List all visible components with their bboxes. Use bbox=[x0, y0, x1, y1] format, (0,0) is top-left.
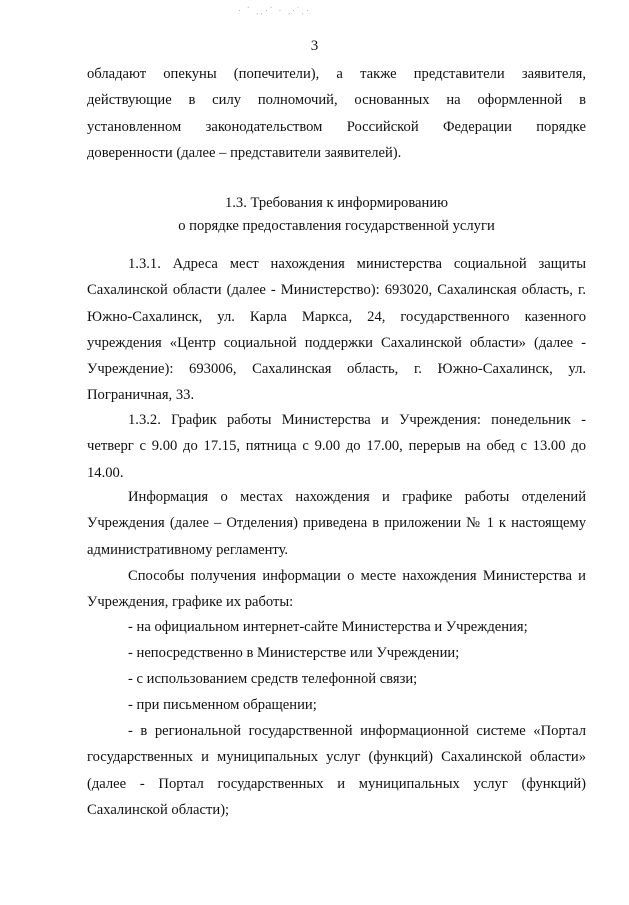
method-item: - при письменном обращении; bbox=[128, 697, 317, 713]
paragraph-1-3-1: 1.3.1. Адреса мест нахождения министерства социальной защиты Сахалинской области (далее - Министерство): 693020, Сахалинская область, г. Южно-Сахалинск, ул. Карла Маркса, 24, государственного казенного учреждения «Центр социальной поддержки Сахалинской области» (далее - Учреждение): 693006, Сахалинская область, г. Южно-Сахалинск, ул. Пограничная, 33. bbox=[87, 256, 586, 404]
continuation-paragraph: обладают опекуны (попечители), а также представители заявителя, действующие в силу полномочий, основанных на оформленной в установленном законодательством Российской Федерации порядке доверенности (далее – представители заявителей). bbox=[87, 66, 586, 161]
section-heading-line2: о порядке предоставления государственной услуги bbox=[178, 218, 495, 234]
paragraph-info: Информация о местах нахождения и графике работы отделений Учреждения (далее – Отделения) приведена в приложении № 1 к настоящему административному регламенту. bbox=[87, 489, 586, 558]
page-number: 3 bbox=[310, 38, 319, 54]
paragraph-methods: Способы получения информации о месте нахождения Министерства и Учреждения, графике их работы: bbox=[87, 568, 586, 611]
method-item: - на официальном интернет-сайте Министерства и Учреждения; bbox=[128, 619, 528, 635]
scan-artifact-marks: · ˊ ˏˎ·ˋ · ˏ·˙ˎ· bbox=[238, 6, 311, 15]
paragraph-1-3-2: 1.3.2. График работы Министерства и Учреждения: понедельник - четверг с 9.00 до 17.15, пятница с 9.00 до 17.00, перерыв на обед с 13.00 до 14.00. bbox=[87, 412, 586, 481]
section-heading bbox=[87, 192, 586, 238]
method-item: - непосредственно в Министерстве или Учреждении; bbox=[128, 645, 460, 661]
section-heading-line1: 1.3. Требования к информированию bbox=[224, 195, 449, 211]
method-item: - в региональной государственной информационной системе «Портал государственных и муниципальных услуг (функций) Сахалинской области» (далее - Портал государственных и муниципальных услуг (функций) Сахалинской области); bbox=[87, 723, 586, 818]
method-item: - с использованием средств телефонной связи; bbox=[128, 671, 418, 687]
